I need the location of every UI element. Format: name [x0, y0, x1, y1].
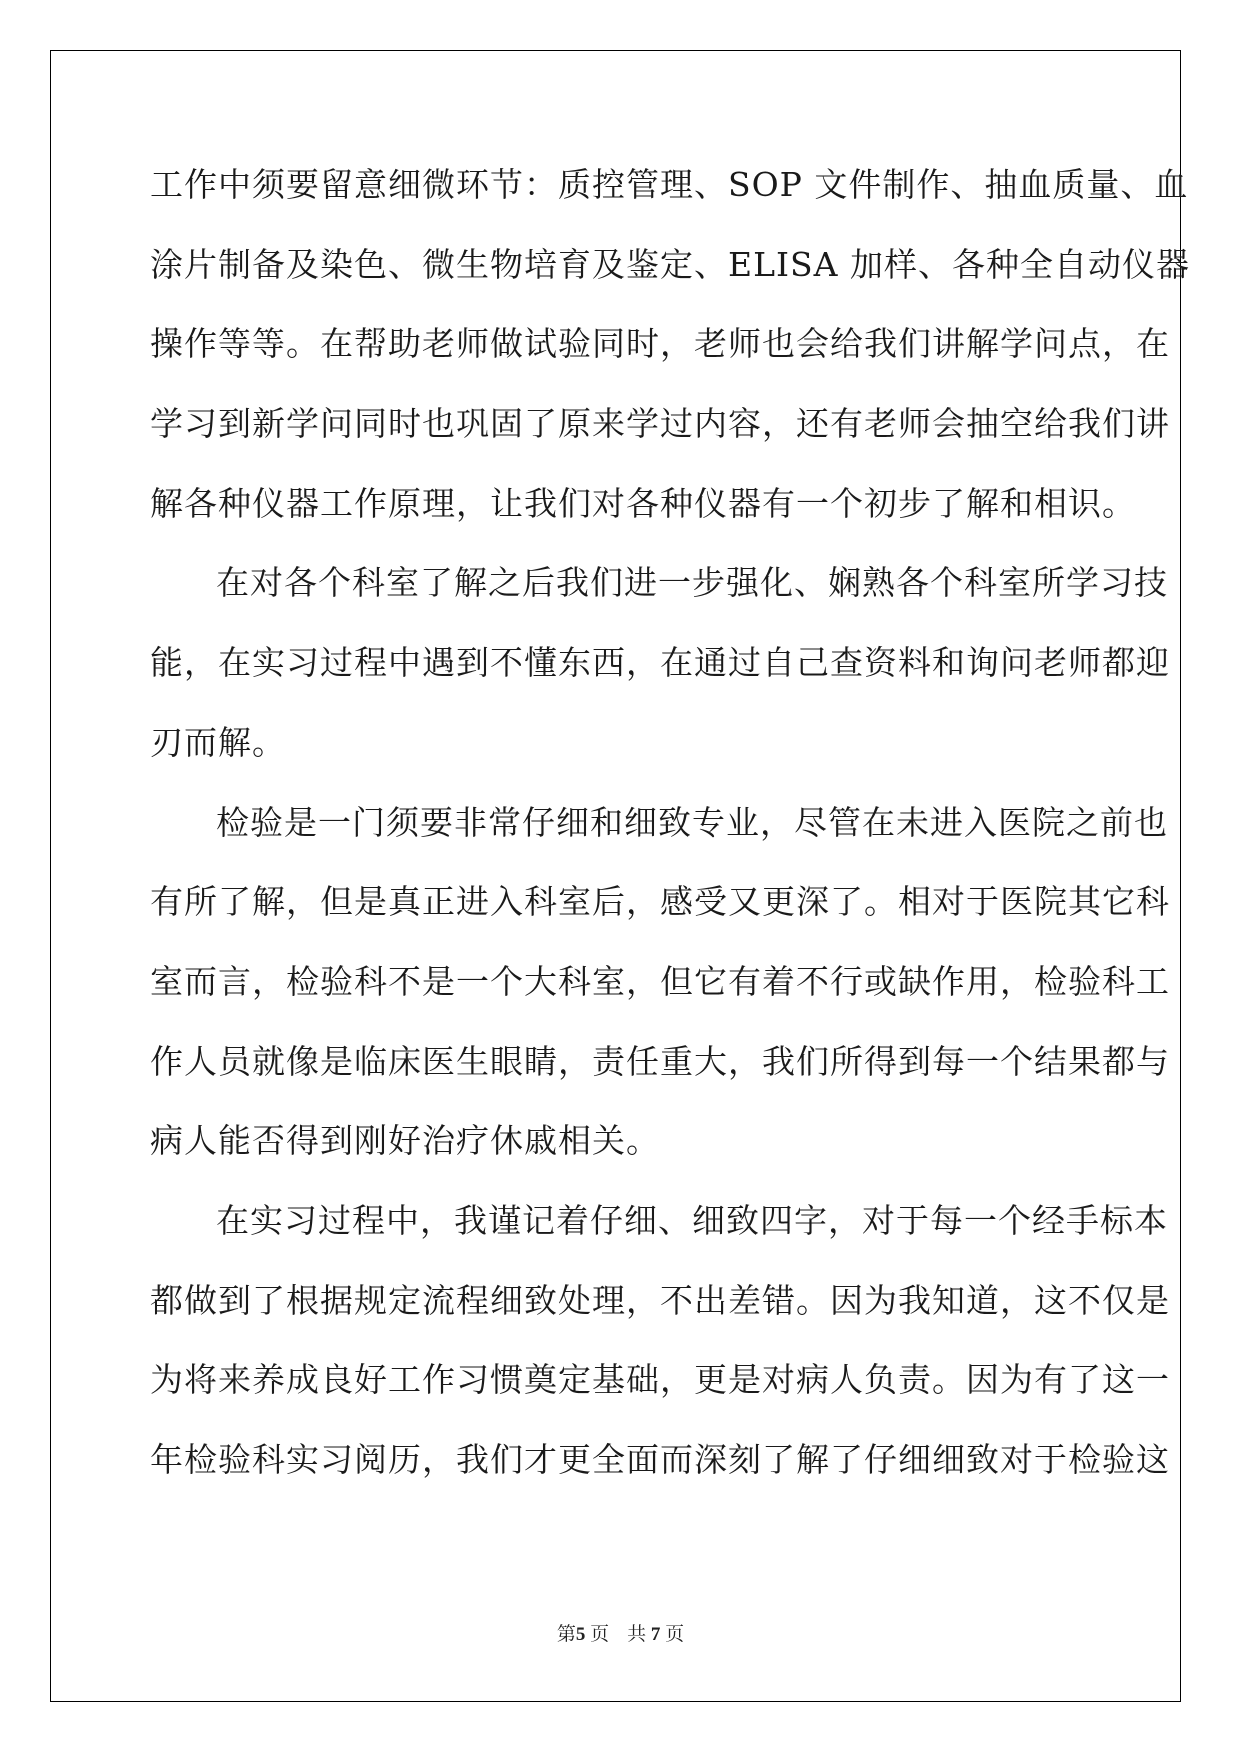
- text-line: 工作中须要留意细微环节：质控管理、SOP 文件制作、抽血质量、血: [150, 165, 1189, 204]
- text-line: 室而言，检验科不是一个大科室，但它有着不行或缺作用，检验科工: [150, 961, 1170, 1001]
- text-line: 为将来养成良好工作习惯奠定基础，更是对病人负责。因为有了这一: [150, 1360, 1170, 1400]
- text-line: 解各种仪器工作原理，让我们对各种仪器有一个初步了解和相识。: [150, 483, 1136, 523]
- text-line: 在对各个科室了解之后我们进一步强化、娴熟各个科室所学习技: [216, 563, 1168, 603]
- text-line: 能，在实习过程中遇到不懂东西，在通过自己查资料和询问老师都迎: [150, 643, 1170, 683]
- text-line: 刃而解。: [150, 722, 286, 762]
- text-line: 涂片制备及染色、微生物培育及鉴定、ELISA 加样、各种全自动仪器: [150, 244, 1190, 284]
- text-line: 检验是一门须要非常仔细和细致专业，尽管在未进入医院之前也: [216, 802, 1168, 842]
- text-line: 在实习过程中，我谨记着仔细、细致四字，对于每一个经手标本: [216, 1200, 1168, 1240]
- page-footer: [0, 1619, 1241, 1646]
- footer-total-prefix: 共: [627, 1624, 647, 1645]
- footer-total-suffix: 页: [665, 1624, 685, 1645]
- footer-page-suffix: 页: [590, 1624, 610, 1645]
- total-page-number: 7: [650, 1624, 661, 1645]
- document-body: [150, 145, 1190, 1500]
- text-line: 病人能否得到刚好治疗休戚相关。: [150, 1121, 660, 1161]
- text-line: 操作等等。在帮助老师做试验同时，老师也会给我们讲解学问点，在: [150, 324, 1170, 364]
- text-line: 有所了解，但是真正进入科室后，感受又更深了。相对于医院其它科: [150, 882, 1170, 922]
- text-line: 作人员就像是临床医生眼睛，责任重大，我们所得到每一个结果都与: [150, 1041, 1170, 1081]
- footer-prefix: 第: [556, 1624, 576, 1645]
- text-line: 都做到了根据规定流程细致处理，不出差错。因为我知道，这不仅是: [150, 1280, 1170, 1320]
- current-page-number: 5: [575, 1624, 586, 1645]
- text-line: 学习到新学问同时也巩固了原来学过内容，还有老师会抽空给我们讲: [150, 404, 1170, 444]
- text-line: 年检验科实习阅历，我们才更全面而深刻了解了仔细细致对于检验这: [150, 1440, 1170, 1479]
